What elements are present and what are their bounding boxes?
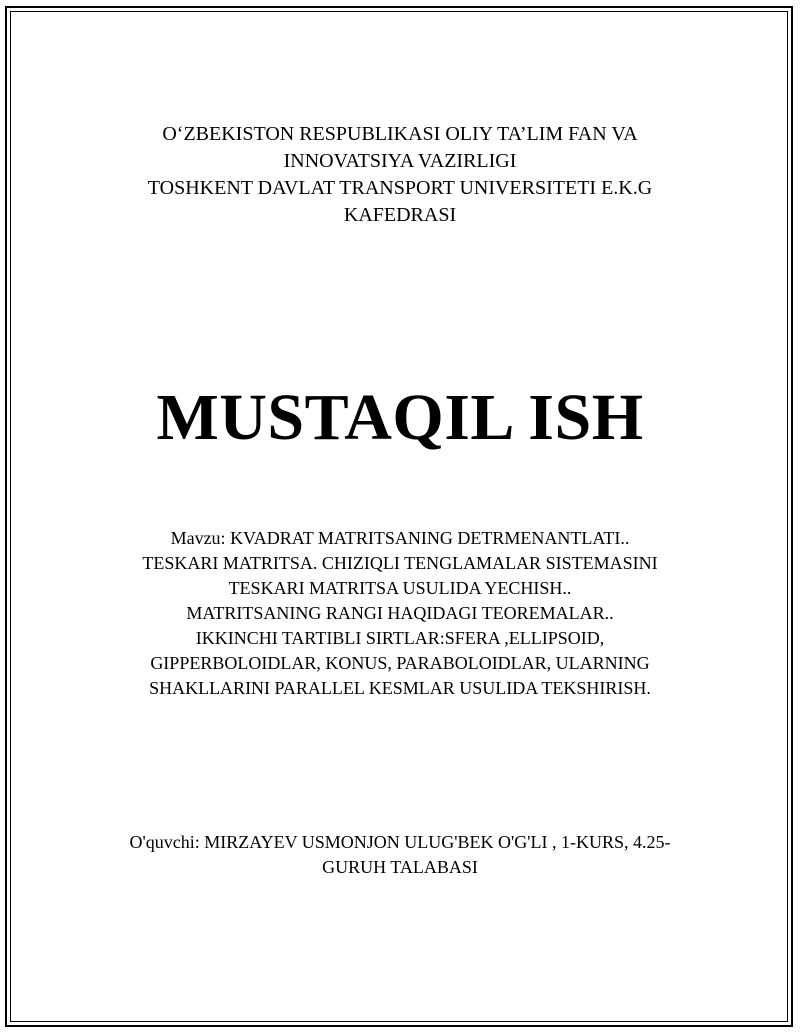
header-line: INNOVATSIYA VAZIRLIGI [283, 150, 517, 172]
topic-line: GIPPERBOLOIDLAR, KONUS, PARABOLOIDLAR, ULARNING [150, 653, 650, 673]
topic-line: TESKARI MATRITSA. CHIZIQLI TENGLAMALAR SISTEMASINI [142, 553, 658, 573]
header-line: O‘ZBEKISTON RESPUBLIKASI OLIY TA’LIM FAN VA [162, 123, 638, 145]
topic-line: SHAKLLARINI PARALLEL KESMLAR USULIDA TEKSHIRISH. [149, 678, 651, 698]
topic-line: IKKINCHI TARTIBLI SIRTLAR:SFERA ,ELLIPSOID, [195, 628, 605, 648]
topic-line: MATRITSANING RANGI HAQIDAGI TEOREMALAR.. [186, 603, 614, 623]
header-line: TOSHKENT DAVLAT TRANSPORT UNIVERSITETI E.K.G [147, 177, 653, 199]
header-line: KAFEDRASI [343, 204, 457, 226]
student-line: GURUH TALABASI [322, 857, 478, 877]
institution-header [0, 121, 800, 229]
student-info [0, 830, 800, 880]
document-title: MUSTAQIL ISH [156, 381, 644, 454]
topic-line: Mavzu: KVADRAT MATRITSANING DETRMENANTLATI.. [170, 528, 630, 548]
topic-line: TESKARI MATRITSA USULIDA YECHISH.. [228, 578, 572, 598]
student-line: O'quvchi: MIRZAYEV USMONJON ULUG'BEK O'G'LI , 1-KURS, 4.25- [129, 832, 671, 852]
topic-section [0, 526, 800, 701]
